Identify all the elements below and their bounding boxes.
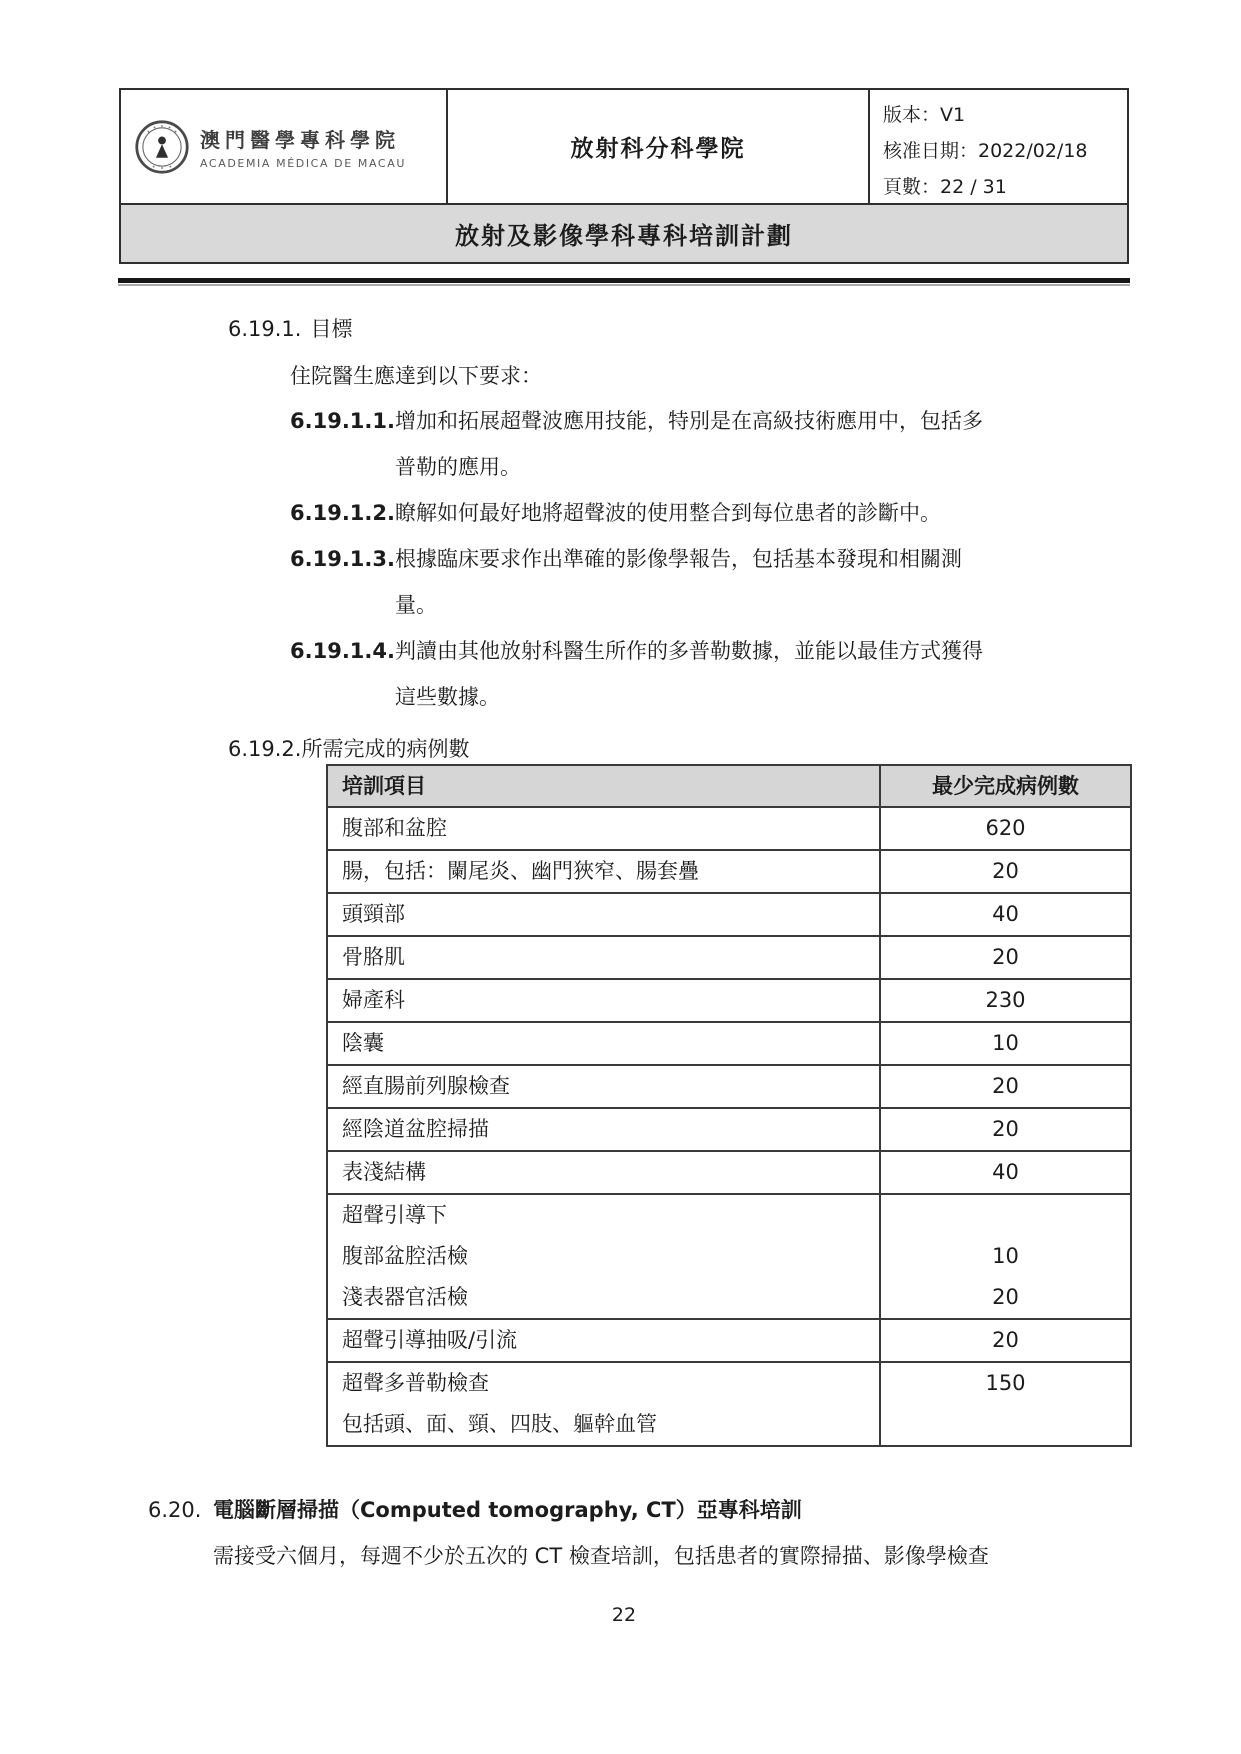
text-line: 超聲多普勒檢查: [342, 1371, 489, 1395]
value-line: 620: [985, 816, 1026, 840]
case-count-cell: [881, 1152, 1130, 1193]
section-title: 目標: [310, 317, 353, 341]
text-line: 這些數據。: [395, 685, 500, 709]
value-line: 20: [992, 1074, 1019, 1098]
list-item: [290, 490, 1241, 536]
table-row: [328, 935, 1130, 978]
item-number: 6.19.1.1.: [290, 409, 395, 433]
text-line: 陰囊: [342, 1031, 384, 1055]
training-item-cell: [328, 851, 881, 892]
training-item-cell: [328, 1195, 881, 1318]
list-item: [290, 536, 1241, 628]
case-count-cell: [881, 894, 1130, 935]
divider-thin-line: [118, 284, 1130, 286]
section-title: 電腦斷層掃描（Computed tomography, CT）亞專科培訓: [213, 1498, 802, 1522]
section-heading-6-19-2: [228, 734, 1241, 764]
training-item-cell: [328, 1066, 881, 1107]
item-text: [395, 628, 1241, 720]
case-count-cell: [881, 808, 1130, 849]
section-title: 所需完成的病例數: [301, 737, 470, 761]
case-count-cell: [881, 937, 1130, 978]
logo-name-cn: 澳門醫學專科學院: [200, 127, 400, 152]
version-label: 版本：V1: [883, 104, 966, 126]
caseload-table: [326, 764, 1132, 1447]
version-info: [870, 90, 1127, 203]
list-item: [290, 628, 1241, 720]
case-count-cell: [881, 1066, 1130, 1107]
document-header: [119, 88, 1129, 205]
table-row: [328, 1193, 1130, 1318]
logo-name-en: ACADEMIA MÉDICA DE MACAU: [200, 156, 406, 170]
text-line: 經陰道盆腔掃描: [342, 1117, 489, 1141]
training-item-cell: [328, 980, 881, 1021]
case-count-cell: [881, 980, 1130, 1021]
value-line: 20: [992, 1285, 1019, 1309]
table-row: [328, 849, 1130, 892]
document-title-banner: 放射及影像學科專科培訓計劃: [119, 203, 1129, 264]
list-item: [290, 398, 1241, 490]
column-header-text: 培訓項目: [342, 774, 426, 798]
text-line: 增加和拓展超聲波應用技能，特別是在高級技術應用中，包括多: [395, 409, 983, 433]
section-heading-6-20: [148, 1495, 1241, 1525]
objective-items: [0, 398, 1241, 720]
item-text: [395, 536, 1241, 628]
value-line: 230: [985, 988, 1026, 1012]
training-item-cell: [328, 1363, 881, 1445]
item-text: [395, 398, 1241, 490]
case-count-cell: [881, 1363, 1130, 1445]
section-number: 6.20.: [148, 1498, 202, 1522]
page-count-label: 頁數：22 / 31: [883, 176, 1007, 198]
table-row: [328, 1318, 1130, 1361]
case-count-cell: [881, 851, 1130, 892]
logo: [121, 90, 448, 203]
value-line: 150: [985, 1371, 1026, 1395]
value-line: [881, 1195, 1130, 1236]
case-count-cell: [881, 1320, 1130, 1361]
text-line: 包括頭、面、頸、四肢、軀幹血管: [342, 1412, 657, 1436]
training-item-cell: [328, 1109, 881, 1150]
text-line: 腹部盆腔活檢: [342, 1244, 468, 1268]
section-heading-6-19-1: [228, 314, 1241, 344]
text-line: 表淺結構: [342, 1160, 426, 1184]
training-item-cell: [328, 937, 881, 978]
divider-thick-line: [118, 278, 1130, 283]
header-divider: [118, 278, 1130, 286]
logo-text: [200, 124, 406, 170]
text-line: 婦產科: [342, 988, 405, 1012]
item-number: 6.19.1.4.: [290, 639, 395, 663]
value-line: 20: [992, 1328, 1019, 1352]
table-row: [328, 1361, 1130, 1445]
college-title: 放射科分科學院: [448, 90, 870, 203]
case-count-cell: [881, 1109, 1130, 1150]
column-header-item: [328, 766, 881, 806]
text-line: 瞭解如何最好地將超聲波的使用整合到每位患者的診斷中。: [395, 501, 941, 525]
column-header-text: 最少完成病例數: [932, 774, 1079, 798]
training-item-cell: [328, 1320, 881, 1361]
value-line: 10: [992, 1031, 1019, 1055]
text-line: 經直腸前列腺檢查: [342, 1074, 510, 1098]
text-line: 淺表器官活檢: [342, 1285, 468, 1309]
item-text: [395, 490, 1241, 536]
training-item-cell: [328, 808, 881, 849]
text-line: 超聲引導抽吸/引流: [342, 1328, 518, 1352]
objectives-intro: 住院醫生應達到以下要求：: [290, 364, 542, 388]
item-number: 6.19.1.2.: [290, 501, 395, 525]
column-header-count: [881, 766, 1130, 806]
table-header-row: [328, 766, 1130, 806]
training-item-cell: [328, 894, 881, 935]
case-count-cell: [881, 1023, 1130, 1064]
training-item-cell: [328, 1023, 881, 1064]
value-line: 20: [992, 859, 1019, 883]
table-row: [328, 806, 1130, 849]
text-line: 腹部和盆腔: [342, 816, 447, 840]
table-row: [328, 978, 1130, 1021]
case-count-cell: [881, 1195, 1130, 1318]
value-line: 40: [992, 902, 1019, 926]
text-line: 頭頸部: [342, 902, 405, 926]
table-row: [328, 1064, 1130, 1107]
page-number: 22: [611, 1604, 637, 1626]
item-number: 6.19.1.3.: [290, 547, 395, 571]
table-row: [328, 1107, 1130, 1150]
value-line: 10: [992, 1244, 1019, 1268]
text-line: 量。: [395, 593, 437, 617]
value-line: 20: [992, 1117, 1019, 1141]
text-line: 根據臨床要求作出準確的影像學報告，包括基本發現和相關測: [395, 547, 962, 571]
table-row: [328, 1150, 1130, 1193]
value-line: 40: [992, 1160, 1019, 1184]
text-line: 腸，包括：闌尾炎、幽門狹窄、腸套疊: [342, 859, 699, 883]
text-line: 判讀由其他放射科醫生所作的多普勒數據，並能以最佳方式獲得: [395, 639, 983, 663]
section-number: 6.19.1.: [228, 317, 302, 341]
text-line: 普勒的應用。: [395, 455, 521, 479]
training-item-cell: [328, 1152, 881, 1193]
text-line: 超聲引導下: [342, 1203, 447, 1227]
text-line: 骨胳肌: [342, 945, 405, 969]
document-body: [0, 300, 1241, 1571]
ct-section-paragraph: 需接受六個月，每週不少於五次的 CT 檢查培訓，包括患者的實際掃描、影像學檢查: [213, 1544, 989, 1568]
table-row: [328, 892, 1130, 935]
academy-seal-icon: [134, 119, 190, 175]
approval-date-label: 核准日期：2022/02/18: [883, 140, 1088, 162]
value-line: 20: [992, 945, 1019, 969]
table-row: [328, 1021, 1130, 1064]
section-number: 6.19.2.: [228, 737, 302, 761]
value-line: [881, 1404, 1130, 1445]
